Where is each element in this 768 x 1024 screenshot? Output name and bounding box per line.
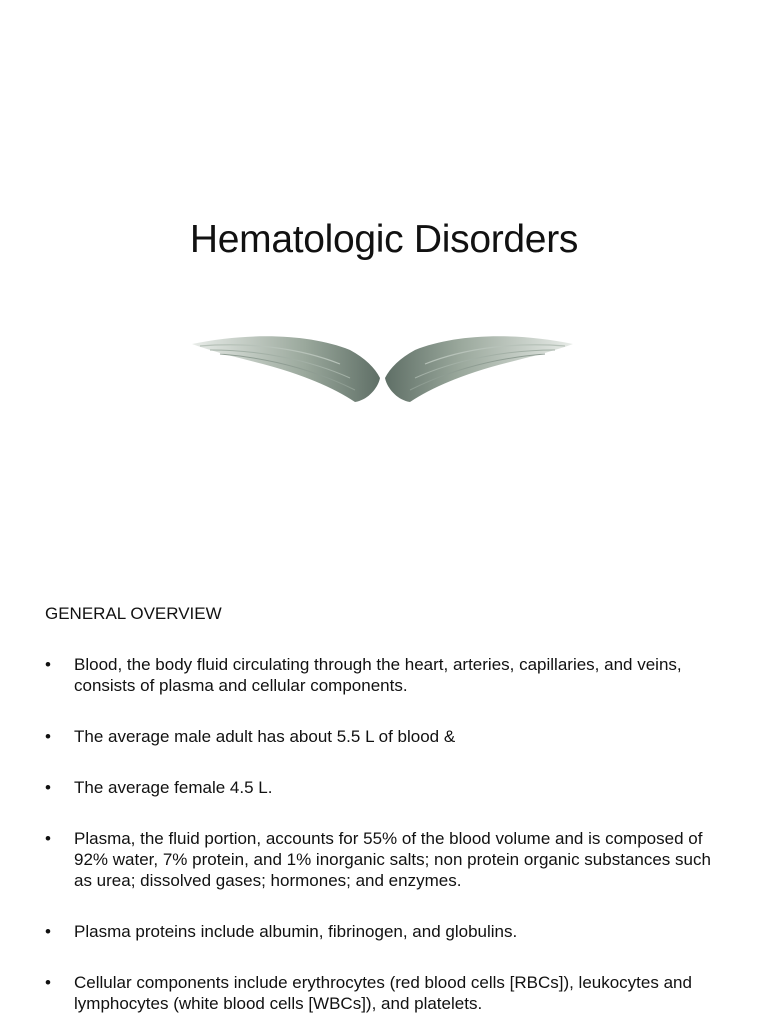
bullet-list	[45, 654, 725, 1024]
bullet-text: Cellular components include erythrocytes (red blood cells [RBCs]), leukocytes and lymphocytes (white blood cells [WBCs]), and platelets.	[74, 973, 692, 1013]
bullet-dot: •	[45, 727, 51, 746]
bullet-item	[45, 777, 725, 798]
bullet-text: The average male adult has about 5.5 L of blood &	[74, 727, 456, 746]
bullet-dot: •	[45, 778, 51, 797]
overview-slide	[0, 576, 768, 1024]
bullet-dot: •	[45, 973, 51, 992]
bullet-text: The average female 4.5 L.	[74, 778, 273, 797]
bullet-text: Plasma proteins include albumin, fibrinogen, and globulins.	[74, 922, 518, 941]
bullet-item	[45, 921, 725, 942]
bullet-item	[45, 726, 725, 747]
bullet-dot: •	[45, 655, 51, 674]
bullet-item	[45, 828, 725, 891]
bullet-dot: •	[45, 922, 51, 941]
bullet-dot: •	[45, 829, 51, 848]
bullet-text: Blood, the body fluid circulating through the heart, arteries, capillaries, and veins, consists of plasma and cellular components.	[74, 655, 682, 695]
bullet-text: Plasma, the fluid portion, accounts for 55% of the blood volume and is composed of 92% water, 7% protein, and 1% inorganic salts; non protein organic substances such as urea; dissolved gases; hormones; and enzymes.	[74, 829, 711, 890]
bullet-item	[45, 654, 725, 696]
slide-title: Hematologic Disorders	[189, 218, 579, 261]
angel-wings-icon	[190, 330, 575, 410]
bullet-item	[45, 972, 725, 1014]
section-heading: GENERAL OVERVIEW	[45, 604, 222, 623]
